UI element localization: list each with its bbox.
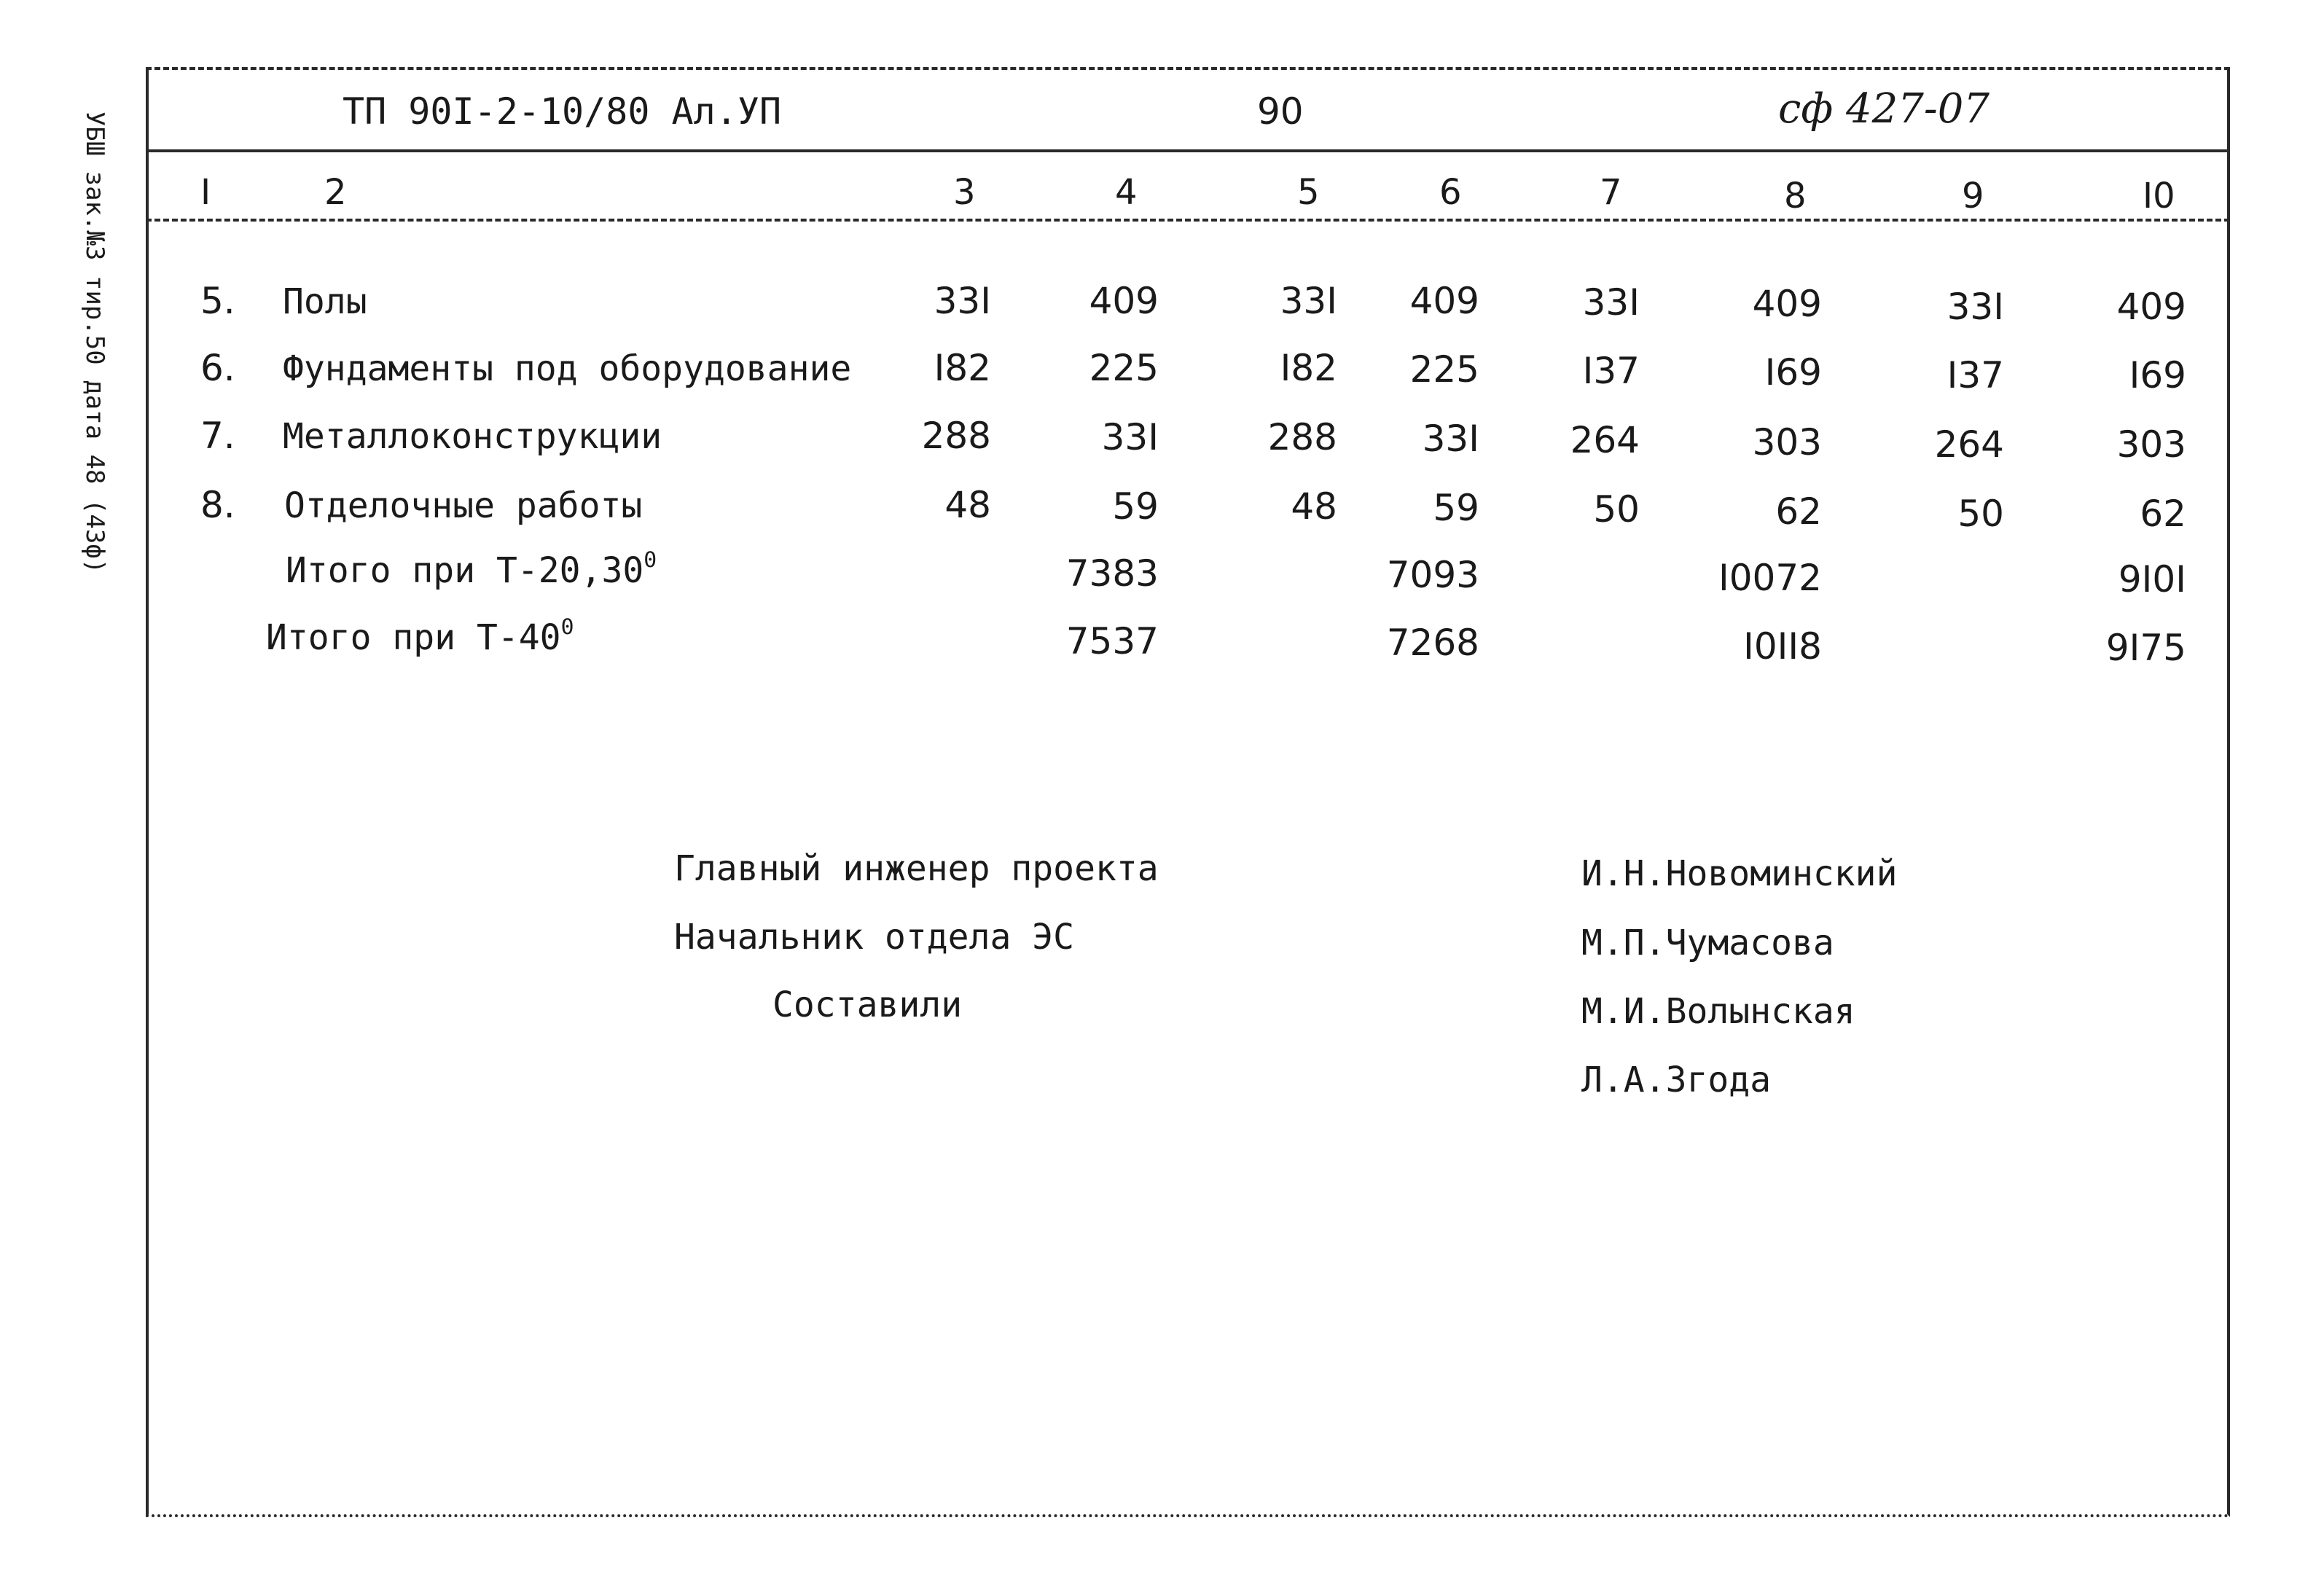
- doc-code: ТП 90I-2-10/80 Ал.УП: [343, 90, 782, 133]
- sheet-code: сф 427-07: [1778, 85, 1990, 133]
- column-number: 3: [953, 172, 976, 213]
- total-label: [286, 547, 657, 591]
- cell-value: 288: [1267, 416, 1337, 458]
- cell-value: 33I: [1422, 418, 1479, 460]
- cell-value: 33I: [1582, 281, 1640, 324]
- column-number: 6: [1439, 172, 1462, 213]
- page-number: 90: [1257, 90, 1304, 133]
- cell-value: 33I: [1280, 280, 1337, 322]
- column-number: I0: [2143, 176, 2175, 216]
- total-value: 9I0I: [2118, 558, 2186, 600]
- total-label-text: Итого при Т-20,30: [286, 550, 644, 591]
- cell-value: 409: [2116, 286, 2186, 328]
- cell-value: I69: [2129, 354, 2186, 396]
- cell-value: 225: [1409, 348, 1479, 391]
- column-number: 2: [324, 172, 347, 213]
- row-name: Полы: [283, 281, 367, 322]
- cell-value: 303: [2116, 423, 2186, 466]
- cell-value: 59: [1433, 487, 1479, 529]
- cell-value: 48: [944, 484, 991, 526]
- margin-stamp: [66, 87, 124, 598]
- cell-value: 50: [1957, 493, 2004, 535]
- degree-mark: 0: [560, 614, 574, 640]
- cell-value: 409: [1409, 280, 1479, 322]
- cell-value: 409: [1089, 280, 1159, 322]
- cell-value: I37: [1582, 350, 1640, 392]
- total-value: I0II8: [1743, 625, 1822, 668]
- sheet-frame: [146, 67, 2230, 1517]
- row-number: 6.: [200, 347, 235, 389]
- total-label-text: Итого при Т-40: [266, 617, 561, 658]
- cell-value: I37: [1947, 354, 2004, 396]
- column-number: 5: [1297, 172, 1320, 213]
- cell-value: 409: [1752, 283, 1822, 325]
- cell-value: 33I: [1947, 286, 2004, 328]
- cell-value: 50: [1593, 488, 1640, 531]
- row-name: Фундаменты под оборудование: [283, 348, 852, 389]
- cell-value: 33I: [934, 280, 991, 322]
- signature-name: И.Н.Новоминский: [1581, 853, 1898, 894]
- cell-value: 59: [1112, 485, 1159, 528]
- column-number: 8: [1784, 176, 1807, 216]
- column-number: I: [200, 172, 211, 213]
- cell-value: 33I: [1101, 416, 1159, 458]
- total-value: 9I75: [2105, 627, 2186, 669]
- signature-name: М.П.Чумасова: [1581, 923, 1834, 963]
- cell-value: 62: [2140, 493, 2186, 535]
- signature-name: Л.А.Згода: [1581, 1060, 1772, 1100]
- cell-value: I69: [1764, 351, 1822, 394]
- header-rule: [146, 149, 2230, 152]
- degree-mark: 0: [643, 547, 657, 573]
- row-number: 8.: [200, 484, 235, 526]
- signature-role: Начальник отдела ЭС: [674, 917, 1075, 958]
- signature-name: М.И.Волынская: [1581, 991, 1855, 1032]
- signature-role: Главный инженер проекта: [674, 848, 1159, 889]
- cell-value: I82: [934, 347, 991, 389]
- row-name: Металлоконструкции: [283, 416, 662, 457]
- total-label: [266, 614, 574, 658]
- total-value: 7383: [1065, 552, 1159, 595]
- cell-value: 288: [921, 415, 991, 457]
- cell-value: 48: [1291, 485, 1337, 528]
- row-name: Отделочные работы: [284, 485, 643, 526]
- signature-role: Составили: [772, 985, 963, 1025]
- cell-value: 264: [1934, 423, 2004, 466]
- row-number: 5.: [200, 280, 235, 322]
- column-number: 9: [1962, 176, 1984, 216]
- total-value: 7093: [1386, 554, 1479, 596]
- margin-note: УБШ зак.№3 тир.50 дата 48 (43ф): [80, 111, 109, 574]
- cell-value: 62: [1775, 490, 1822, 533]
- column-number: 7: [1600, 172, 1622, 213]
- total-value: 7268: [1386, 622, 1479, 664]
- total-value: 7537: [1065, 620, 1159, 662]
- cell-value: 225: [1089, 347, 1159, 389]
- cell-value: I82: [1280, 347, 1337, 389]
- cell-value: 303: [1752, 421, 1822, 463]
- row-number: 7.: [200, 415, 235, 457]
- column-number: 4: [1115, 172, 1138, 213]
- total-value: I0072: [1718, 557, 1822, 599]
- column-header-rule: [146, 219, 2230, 222]
- cell-value: 264: [1570, 419, 1640, 461]
